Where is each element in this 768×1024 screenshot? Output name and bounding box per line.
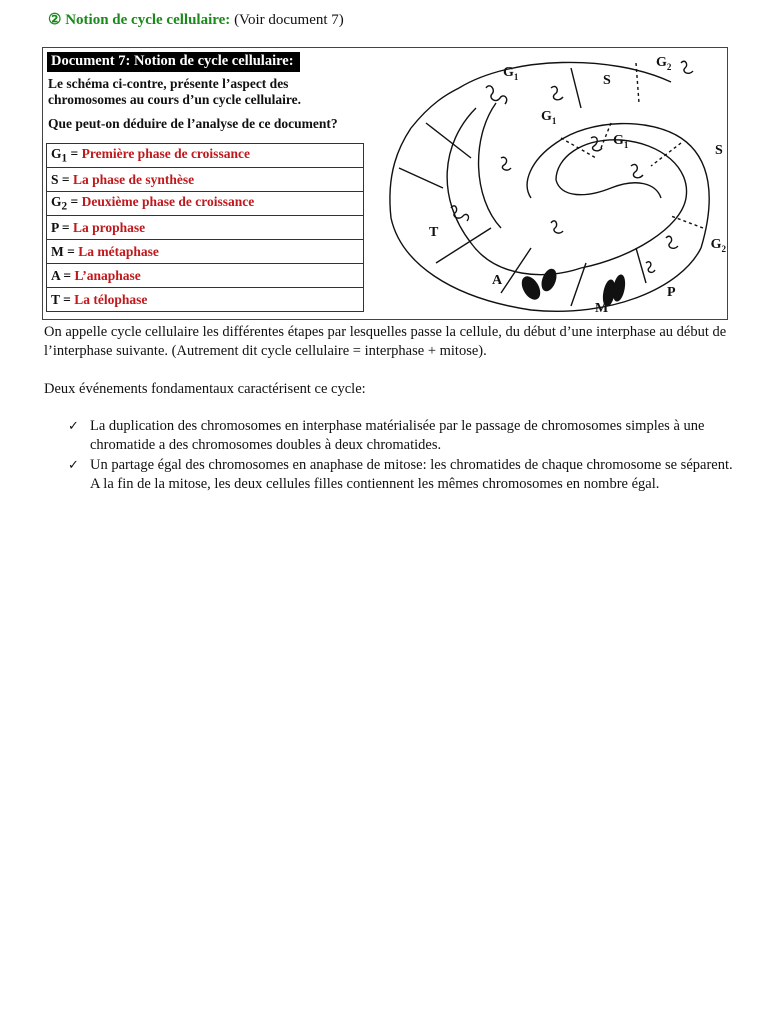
- phase-name: La télophase: [74, 291, 148, 307]
- label-s-top: S: [603, 73, 611, 88]
- legend-cell: $G_2$ = Deuxième phase de croissance: [47, 192, 364, 216]
- label-t: T: [429, 225, 439, 240]
- phase-name: L’anaphase: [74, 267, 141, 283]
- list-item: ✓ La duplication des chromosomes en interphase matérialisée par le passage de chromosomes simples à une chromatide a des chromosomes doubles à deux chromatides.: [68, 418, 705, 453]
- body-text: [44, 323, 734, 495]
- legend-row: [47, 168, 364, 192]
- cell-cycle-diagram: [381, 48, 727, 320]
- document-question: Que peut-on déduire de l’analyse de ce document?: [48, 116, 338, 131]
- checkmark-icon: ✓: [68, 419, 79, 434]
- legend-cell: T = La télophase: [47, 288, 364, 312]
- document-title: Document 7: Notion de cycle cellulaire:: [47, 52, 300, 72]
- label-s-right: S: [715, 143, 723, 158]
- label-g1-top: $G_1$: [503, 65, 519, 82]
- legend-row: [47, 216, 364, 240]
- label-a: A: [492, 273, 503, 288]
- legend-row: [47, 144, 364, 168]
- phase-name: Deuxième phase de croissance: [81, 194, 255, 210]
- legend-row: [47, 240, 364, 264]
- section-heading: [48, 10, 344, 29]
- events-list: [44, 417, 734, 494]
- legend-cell: S = La phase de synthèse: [47, 168, 364, 192]
- label-p: P: [667, 285, 676, 300]
- legend-row: [47, 192, 364, 216]
- document-box: [42, 47, 728, 320]
- legend-row: [47, 288, 364, 312]
- definition-paragraph: On appelle cycle cellulaire les différentes étapes par lesquelles passe la cellule, du début d’une interphase au début de l’interphase suivante. (Autrement dit cycle cellulaire = interphase + mitose).: [44, 324, 727, 359]
- label-g2-right: $G_2$: [710, 237, 726, 254]
- phase-name: La métaphase: [78, 243, 159, 259]
- list-item: ✓ Un partage égal des chromosomes en anaphase de mitose: les chromatides de chaque chromosome se séparent. A la fin de la mitose, les deux cellules filles contiennent les mêmes chromosomes en nombre égal.: [68, 457, 733, 492]
- legend-cell: M = La métaphase: [47, 240, 364, 264]
- phase-name: Première phase de croissance: [81, 146, 250, 162]
- checkmark-icon: ✓: [68, 458, 79, 473]
- section-title: Notion de cycle cellulaire:: [65, 12, 231, 28]
- legend-cell: A = L’anaphase: [47, 264, 364, 288]
- label-g2-top: $G_2$: [656, 55, 672, 72]
- section-number: ②: [48, 12, 62, 28]
- legend-row: [47, 264, 364, 288]
- label-m: M: [595, 301, 609, 316]
- phase-name: La phase de synthèse: [72, 171, 195, 187]
- document-description: Le schéma ci-contre, présente l’aspect des chromosomes au cours d’un cycle cellulaire.: [48, 76, 301, 107]
- label-g1-inner: $G_1$: [613, 133, 629, 150]
- legend-cell: $G_1$ = Première phase de croissance: [47, 144, 364, 168]
- legend-cell: P = La prophase: [47, 216, 364, 240]
- phase-legend-table: [46, 143, 364, 312]
- phase-name: La prophase: [72, 219, 146, 235]
- label-g1-mid: $G_1$: [541, 109, 557, 126]
- section-reference: (Voir document 7): [234, 12, 344, 28]
- events-intro: Deux événements fondamentaux caractérisent ce cycle:: [44, 381, 366, 397]
